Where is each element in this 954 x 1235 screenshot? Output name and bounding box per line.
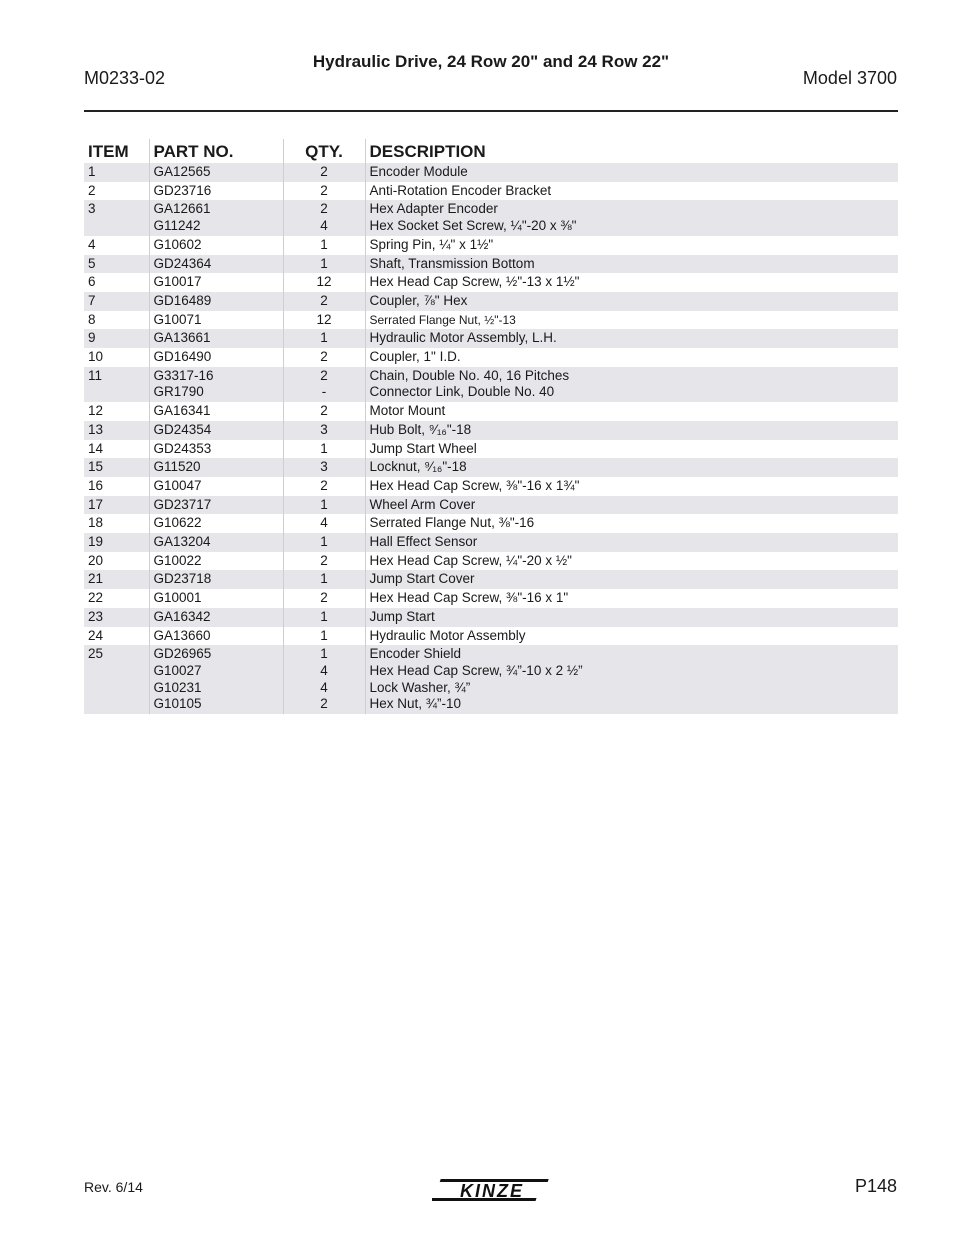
model-label: Model 3700	[802, 68, 897, 88]
part-number-cell-line: G10622	[153, 515, 202, 531]
item-cell: 18	[88, 515, 104, 531]
quantity-cell-line: -	[321, 384, 327, 400]
table-row	[84, 421, 898, 440]
description-cell	[365, 533, 898, 552]
part-number-cell-line: GA12661	[153, 201, 211, 217]
part-number-cell-line: G10047	[153, 477, 202, 493]
quantity-cell	[283, 182, 365, 201]
table-row	[84, 458, 898, 477]
quantity-cell-line: 1	[320, 627, 328, 643]
column-header-part-no: PART NO.	[149, 139, 283, 163]
part-number-cell	[149, 533, 283, 552]
quantity-cell	[283, 255, 365, 274]
column-header-description: DESCRIPTION	[365, 139, 898, 163]
part-number-cell-line: G10027	[153, 662, 202, 678]
description-cell-line: Spring Pin, ¼" x 1½"	[369, 236, 494, 252]
kinze-logo-icon	[432, 1175, 552, 1205]
item-cell: 5	[84, 255, 149, 274]
table-row	[84, 329, 898, 348]
column-header-item: ITEM	[88, 142, 129, 161]
part-number-cell	[149, 182, 283, 201]
item-cell: 9	[84, 329, 149, 348]
part-number-cell-line: GA12565	[153, 164, 211, 179]
revision-label: Rev. 6/14	[84, 1179, 143, 1195]
quantity-cell-line: 4	[320, 662, 328, 678]
quantity-cell	[283, 311, 365, 330]
table-row	[84, 645, 898, 714]
table-row	[84, 589, 898, 608]
description-cell-line: Connector Link, Double No. 40	[369, 384, 555, 400]
table-header-row	[84, 139, 898, 163]
quantity-cell	[283, 514, 365, 533]
description-cell	[365, 421, 898, 440]
description-cell	[365, 311, 898, 330]
item-cell: 7	[84, 292, 149, 311]
quantity-cell-line: 1	[320, 330, 328, 346]
item-cell: 23	[84, 608, 149, 627]
kinze-logo	[432, 1175, 552, 1205]
part-number-cell-line: G3317-16	[153, 367, 214, 383]
quantity-cell	[283, 627, 365, 646]
doc-number: M0233-02	[84, 68, 166, 88]
description-cell-line: Shaft, Transmission Bottom	[369, 255, 535, 271]
quantity-cell-line: 1	[320, 236, 328, 252]
item-cell: 12	[88, 403, 104, 419]
description-cell-line: Locknut, ⁹⁄₁₆"-18	[369, 459, 467, 475]
part-number-cell	[149, 255, 283, 274]
quantity-cell-line: 12	[316, 311, 332, 327]
table-row	[84, 200, 898, 235]
table-row	[84, 311, 898, 330]
quantity-cell-line: 2	[320, 590, 328, 606]
part-number-cell-line: GD23718	[153, 571, 212, 587]
table-row	[84, 627, 898, 646]
item-cell: 6	[88, 274, 96, 290]
quantity-cell-line: 4	[320, 515, 328, 531]
part-number-cell-line: G10001	[153, 590, 202, 606]
table-row	[84, 255, 898, 274]
item-cell: 15	[84, 458, 149, 477]
quantity-cell-line: 4	[320, 218, 328, 234]
table-row	[84, 163, 898, 182]
part-number-cell	[149, 570, 283, 589]
part-number-cell-line: G10022	[153, 552, 202, 568]
quantity-cell	[283, 458, 365, 477]
part-number-cell-line: GD24354	[153, 421, 212, 437]
description-cell-line: Anti-Rotation Encoder Bracket	[369, 182, 552, 198]
part-number-cell-line: GA16341	[153, 403, 211, 419]
part-number-cell-line: G11242	[153, 218, 201, 234]
quantity-cell-line: 1	[320, 440, 328, 456]
part-number-cell	[149, 589, 283, 608]
item-cell: 21	[84, 570, 149, 589]
part-number-cell	[149, 477, 283, 496]
description-cell-line: Hex Head Cap Screw, ⅜"-16 x 1¾"	[369, 477, 580, 493]
part-number-cell-line: GD23716	[153, 182, 212, 198]
quantity-cell-line: 2	[320, 182, 328, 198]
quantity-cell	[283, 402, 365, 421]
quantity-cell-line: 4	[320, 679, 328, 695]
description-cell-line: Hydraulic Motor Assembly	[369, 627, 526, 643]
part-number-cell-line: G10602	[153, 236, 202, 252]
table-row	[84, 514, 898, 533]
quantity-cell-line: 3	[320, 421, 328, 437]
part-number-cell	[149, 514, 283, 533]
description-cell-line: Serrated Flange Nut, ⅜"-16	[369, 515, 535, 531]
quantity-cell-line: 2	[320, 164, 328, 179]
part-number-cell-line: GD23717	[153, 496, 212, 512]
part-number-cell	[149, 458, 283, 477]
part-number-cell	[149, 163, 283, 182]
description-cell	[365, 236, 898, 255]
description-cell	[365, 273, 898, 292]
description-cell-line: Lock Washer, ¾”	[369, 679, 471, 695]
quantity-cell	[283, 273, 365, 292]
description-cell-line: Hex Nut, ¾”-10	[369, 696, 462, 712]
part-number-cell	[149, 273, 283, 292]
description-cell	[365, 589, 898, 608]
quantity-cell-line: 2	[320, 367, 328, 383]
quantity-cell	[283, 496, 365, 515]
description-cell	[365, 514, 898, 533]
quantity-cell-line: 1	[320, 496, 328, 512]
quantity-cell-line: 2	[320, 403, 328, 419]
description-cell	[365, 182, 898, 201]
quantity-cell	[283, 367, 365, 402]
quantity-cell	[283, 552, 365, 571]
item-cell: 3	[84, 200, 149, 235]
quantity-cell-line: 2	[320, 292, 328, 308]
part-number-cell-line: G11520	[153, 459, 201, 475]
quantity-cell	[283, 329, 365, 348]
parts-table-body	[84, 163, 898, 714]
description-cell	[365, 440, 898, 459]
part-number-cell	[149, 200, 283, 235]
table-row	[84, 608, 898, 627]
part-number-cell	[149, 608, 283, 627]
description-cell	[365, 458, 898, 477]
quantity-cell	[283, 570, 365, 589]
part-number-cell	[149, 552, 283, 571]
description-cell-line: Jump Start Wheel	[369, 440, 477, 456]
description-cell	[365, 477, 898, 496]
part-number-cell	[149, 311, 283, 330]
table-row	[84, 367, 898, 402]
table-row	[84, 570, 898, 589]
item-cell: 2	[88, 182, 96, 198]
kinze-logo-text: KINZE	[460, 1181, 524, 1201]
quantity-cell	[283, 589, 365, 608]
quantity-cell-line: 2	[320, 696, 328, 712]
description-cell	[365, 163, 898, 182]
table-row	[84, 348, 898, 367]
quantity-cell-line: 2	[320, 201, 328, 217]
item-cell: 19	[84, 533, 149, 552]
description-cell-line: Serrated Flange Nut, ½"-13	[369, 312, 516, 327]
description-cell	[365, 627, 898, 646]
item-cell: 25	[84, 645, 149, 714]
description-cell-line: Hex Head Cap Screw, ¼"-20 x ½"	[369, 552, 572, 568]
item-cell: 4	[88, 236, 96, 252]
quantity-cell-line: 2	[320, 477, 328, 493]
item-cell: 1	[84, 163, 149, 182]
description-cell-line: Hydraulic Motor Assembly, L.H.	[369, 330, 557, 346]
part-number-cell	[149, 329, 283, 348]
description-cell-line: Hex Head Cap Screw, ¾”-10 x 2 ½”	[369, 662, 583, 678]
quantity-cell	[283, 421, 365, 440]
quantity-cell	[283, 163, 365, 182]
description-cell	[365, 348, 898, 367]
part-number-cell-line: GD24353	[153, 440, 212, 456]
table-row	[84, 496, 898, 515]
description-cell-line: Jump Start	[369, 608, 435, 624]
quantity-cell	[283, 608, 365, 627]
part-number-cell	[149, 348, 283, 367]
description-cell	[365, 255, 898, 274]
part-number-cell-line: GA13661	[153, 330, 211, 346]
quantity-cell-line: 3	[320, 459, 328, 475]
item-cell: 8	[88, 311, 96, 327]
description-cell	[365, 570, 898, 589]
part-number-cell-line: GD16490	[153, 349, 212, 365]
part-number-cell	[149, 402, 283, 421]
description-cell-line: Coupler, ⅞" Hex	[369, 292, 468, 308]
part-number-cell-line: GD16489	[153, 292, 212, 308]
description-cell	[365, 200, 898, 235]
part-number-cell	[149, 627, 283, 646]
part-number-cell	[149, 236, 283, 255]
description-cell-line: Jump Start Cover	[369, 571, 475, 587]
description-cell	[365, 552, 898, 571]
quantity-cell-line: 2	[320, 349, 328, 365]
item-cell: 16	[88, 477, 104, 493]
table-row	[84, 402, 898, 421]
item-cell: 22	[88, 590, 104, 606]
part-number-cell-line: G10231	[153, 679, 202, 695]
description-cell-line: Encoder Shield	[369, 646, 462, 662]
part-number-cell	[149, 645, 283, 714]
part-number-cell	[149, 496, 283, 515]
part-number-cell-line: G10071	[153, 311, 202, 327]
description-cell	[365, 402, 898, 421]
quantity-cell	[283, 236, 365, 255]
quantity-cell-line: 1	[320, 255, 328, 271]
part-number-cell-line: GR1790	[153, 384, 204, 400]
quantity-cell-line: 2	[320, 552, 328, 568]
table-row	[84, 477, 898, 496]
description-cell-line: Hub Bolt, ⁹⁄₁₆"-18	[369, 421, 472, 437]
description-cell-line: Hex Socket Set Screw, ¼"-20 x ⅜"	[369, 218, 577, 234]
description-cell-line: Hex Head Cap Screw, ½"-13 x 1½"	[369, 274, 580, 290]
item-cell: 17	[84, 496, 149, 515]
part-number-cell-line: G10017	[153, 274, 202, 290]
item-cell: 10	[88, 349, 104, 365]
description-cell	[365, 496, 898, 515]
description-cell-line: Hall Effect Sensor	[369, 534, 478, 550]
quantity-cell-line: 12	[316, 274, 332, 290]
description-cell	[365, 329, 898, 348]
quantity-cell	[283, 533, 365, 552]
part-number-cell-line: GA13204	[153, 534, 211, 550]
description-cell	[365, 645, 898, 714]
parts-table	[84, 139, 898, 714]
item-cell: 14	[88, 440, 104, 456]
table-row	[84, 552, 898, 571]
quantity-cell	[283, 477, 365, 496]
description-cell-line: Motor Mount	[369, 403, 446, 419]
part-number-cell	[149, 292, 283, 311]
quantity-cell	[283, 292, 365, 311]
item-cell: 11	[84, 367, 149, 402]
description-cell	[365, 608, 898, 627]
part-number-cell-line: GD26965	[153, 646, 212, 662]
description-cell-line: Wheel Arm Cover	[369, 496, 476, 512]
table-row	[84, 440, 898, 459]
quantity-cell	[283, 440, 365, 459]
description-cell-line: Coupler, 1" I.D.	[369, 349, 461, 365]
part-number-cell	[149, 421, 283, 440]
item-cell: 24	[88, 627, 104, 643]
table-row	[84, 273, 898, 292]
column-header-qty: QTY.	[283, 139, 365, 163]
description-cell-line: Chain, Double No. 40, 16 Pitches	[369, 367, 570, 383]
quantity-cell	[283, 645, 365, 714]
header-rule	[84, 110, 898, 112]
item-cell: 20	[88, 552, 104, 568]
quantity-cell	[283, 348, 365, 367]
quantity-cell-line: 1	[320, 534, 328, 550]
description-cell-line: Hex Head Cap Screw, ⅜"-16 x 1"	[369, 590, 569, 606]
part-number-cell-line: GD24364	[153, 255, 212, 271]
item-cell: 13	[84, 421, 149, 440]
quantity-cell-line: 1	[320, 571, 328, 587]
table-row	[84, 292, 898, 311]
part-number-cell	[149, 440, 283, 459]
description-cell-line: Encoder Module	[369, 164, 468, 179]
table-row	[84, 236, 898, 255]
table-row	[84, 182, 898, 201]
table-row	[84, 533, 898, 552]
page-title: Hydraulic Drive, 24 Row 20" and 24 Row 22"	[312, 52, 670, 71]
quantity-cell-line: 1	[320, 608, 328, 624]
part-number-cell-line: GA16342	[153, 608, 211, 624]
page-number: P148	[854, 1176, 897, 1196]
description-cell	[365, 292, 898, 311]
part-number-cell-line: GA13660	[153, 627, 211, 643]
part-number-cell-line: G10105	[153, 696, 202, 712]
quantity-cell-line: 1	[320, 646, 328, 662]
description-cell-line: Hex Adapter Encoder	[369, 201, 498, 217]
quantity-cell	[283, 200, 365, 235]
part-number-cell	[149, 367, 283, 402]
description-cell	[365, 367, 898, 402]
